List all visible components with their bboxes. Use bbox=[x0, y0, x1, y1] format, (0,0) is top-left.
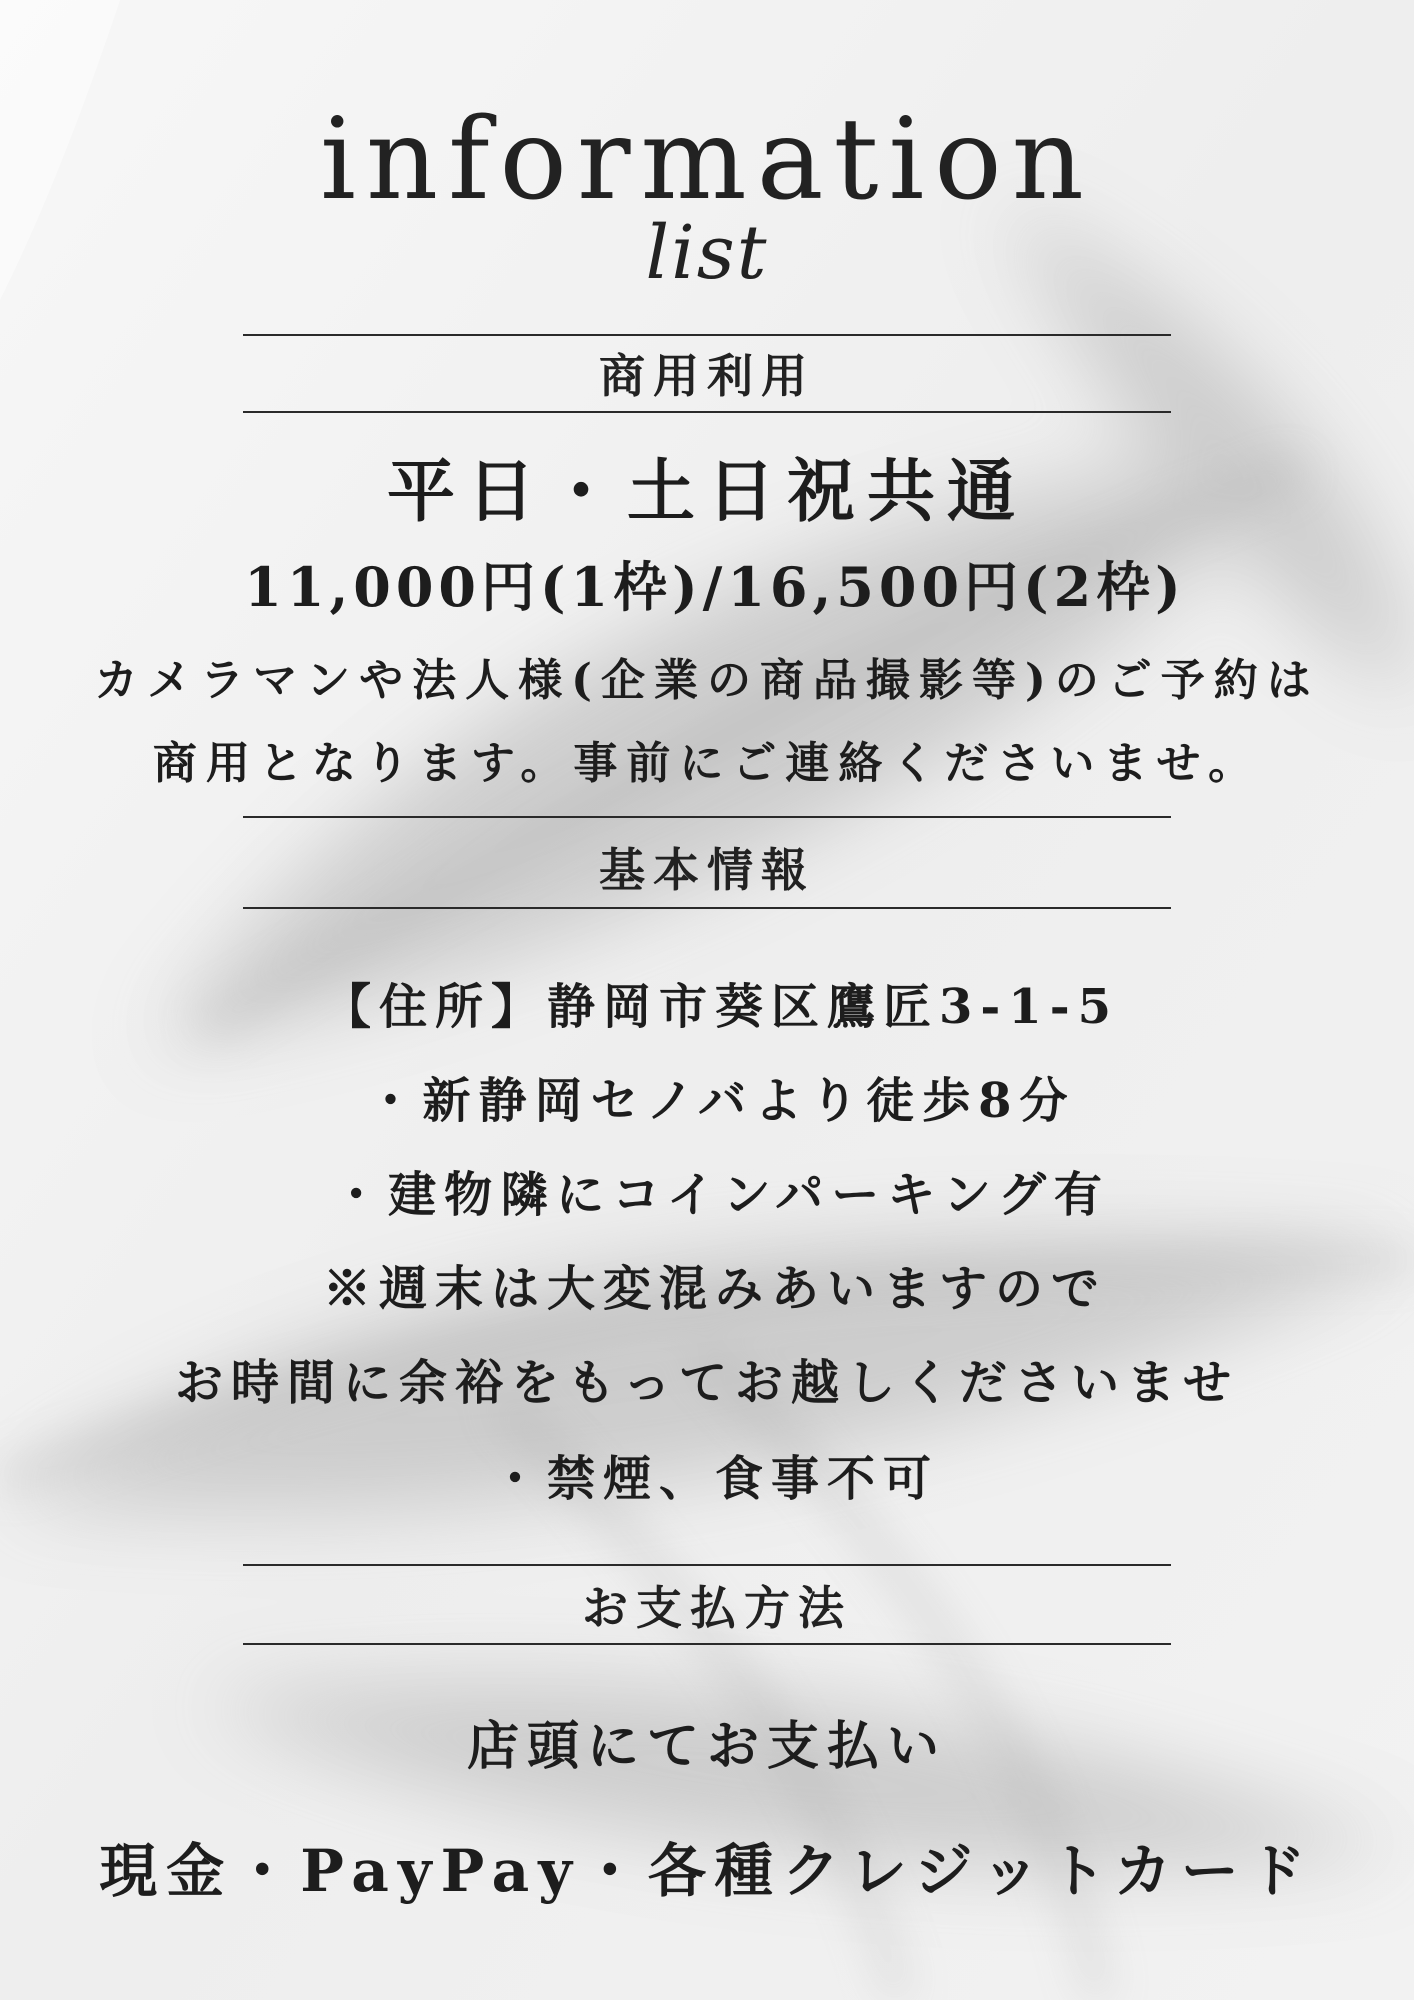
section-heading-basic-info: 基本情報 bbox=[599, 843, 815, 897]
commercial-note-line-1: カメラマンや法人様(企業の商品撮影等)のご予約は bbox=[94, 655, 1320, 706]
divider-line bbox=[243, 816, 1171, 818]
divider-line bbox=[243, 1564, 1171, 1566]
divider-line bbox=[243, 907, 1171, 909]
page-title: information bbox=[320, 95, 1094, 225]
divider-line bbox=[243, 334, 1171, 336]
info-weekend-note: ※週末は大変混みあいますので bbox=[322, 1261, 1107, 1317]
commercial-days: 平日・土日祝共通 bbox=[386, 452, 1027, 532]
info-access: ・新静岡セノバより徒歩8分 bbox=[366, 1073, 1076, 1129]
section-heading-commercial: 商用利用 bbox=[599, 349, 815, 403]
section-heading-payment: お支払方法 bbox=[582, 1581, 852, 1635]
info-address: 【住所】静岡市葵区鷹匠3-1-5 bbox=[322, 979, 1120, 1035]
commercial-note-line-2: 商用となります。事前にご連絡くださいませ。 bbox=[152, 738, 1262, 789]
info-no-smoking: ・禁煙、食事不可 bbox=[490, 1451, 939, 1507]
payment-methods: 現金・PayPay・各種クレジットカード bbox=[99, 1837, 1315, 1905]
page-subtitle: list bbox=[645, 210, 769, 296]
payment-location: 店頭にてお支払い bbox=[466, 1716, 947, 1777]
info-arrival-note: お時間に余裕をもってお越しくださいませ bbox=[174, 1355, 1239, 1411]
divider-line bbox=[243, 1643, 1171, 1645]
divider-line bbox=[243, 411, 1171, 413]
info-parking: ・建物隣にコインパーキング有 bbox=[332, 1167, 1110, 1223]
commercial-price: 11,000円(1枠)/16,500円(2枠) bbox=[244, 555, 1186, 619]
